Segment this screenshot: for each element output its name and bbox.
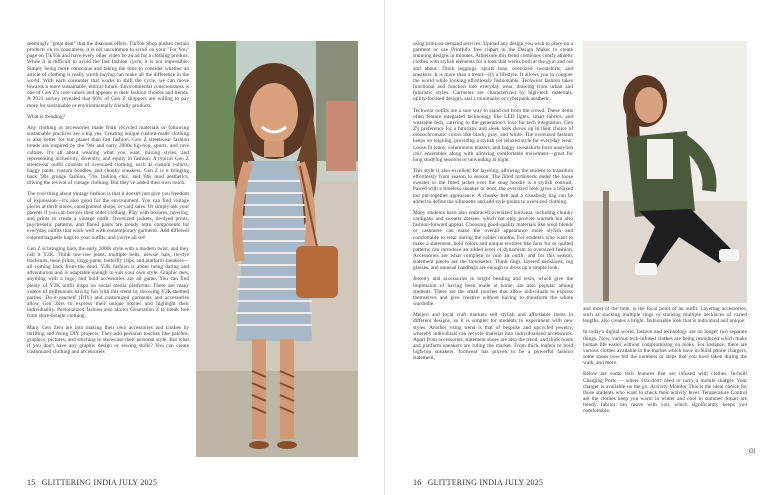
photo-illustration xyxy=(196,41,358,457)
right-page-photo-woman-green-jacket xyxy=(583,41,747,303)
body-paragraph: Any clothing or accessories made from recycled materials or following sustainable practices are a big yes. Creating unique custom-made clothing is also better for our planet than fast fashion. Gen Z streetwear fashion trends are inspired by the '90s and early 2000s hip-hop, sports, and rave culture. It's all about wearing what you want, mixing styles, and representing inclusivity, diversity, and equity in fashion. A typical Gen Z streetwear outfit consists of oversized clothing, such as custom t-shirts, baggy pants, custom hoodies, and chunky sneakers. Gen Z is it bringing back '90s grunge fashion, '70s fashion chic, and '80s mod aesthetics, driving the revival of vintage clothing. But they've added their own touch. xyxy=(27,124,189,187)
body-paragraph: using print-on-demand services. Upload any design you wish to place on a garment or use Printful's free clipart in the Design Maker to create stunning designs in minutes. Athleisure this trend combines comfy athletic clothes with stylish elements for a look that works both at the gym and out and about. Think leggings, sports bras, oversized sweatshirts, and sneakers. It is more than a trend—it's a lifestyle. It allows you to conquer the world while looking effortlessly fashionable. Techwear fashion takes functional and function into everyday wear, drawing from urban and futuristic styles. Garments are characterized by high-tech materials, utility-focused designs, and a minimalist or cyberpunk aesthetic. xyxy=(413,41,573,103)
body-paragraph: and most of the time, is the focal point of an outfit. Layering accessories, such as stacking multiple rings or stacking multiple necklaces of varied lengths, also creates a bright, fashionable look that is individual and unique. xyxy=(583,306,747,325)
right-footer-issue: JULY 2025 xyxy=(504,478,544,487)
right-page xyxy=(384,0,770,495)
right-page-footer xyxy=(413,478,543,487)
right-page-text-column-1 xyxy=(413,41,573,461)
right-page-text-column-2 xyxy=(583,306,747,466)
body-paragraph: seemingly "great deal" that the discount offers. TikTok Shop pushes certain products on its consumers, it is not uncommon to scroll on your "For You" page on TikTok and have every other video be an ad for a clothing product. While it is difficult to avoid the fast fashion cycle, it is not impossible. Simply being more conscious and taking the time to consider whether an article of clothing is really worth buying can make all the difference in the world. With each consumer that works to shift the cycle, we can move towards a more sustainable, ethical future. Environmental consciousness is one of Gen Z's core values and appears in their fashion choices and trends. A 2021 survey revealed that 66% of Gen Z shoppers are willing to pay more for sustainable or environmentally friendly products. xyxy=(27,41,189,109)
right-footer-publication: GLITTERING INDIA xyxy=(427,478,503,487)
left-page-text-column xyxy=(27,41,189,461)
left-footer-issue: JULY 2025 xyxy=(118,478,158,487)
body-paragraph: Meijeri and local craft markets sell stylish and affordable items in different designs, so it is simpler for students to experiment with new styles. Another rising trend is that of bespoke and upcycled jewelry, whereby individuals can recycle material into individualized accessories. Apart from accessories, statement shoes are also the trend, and thick boots and platform sneakers are ruling the market. From thick loafers to bold high-top sneakers, footwear has proven to be a powerful fashion statement, xyxy=(413,312,573,362)
body-paragraph: Jewelry and accessories in bright beading and resin, which give the impression of having been made at home, are also popular among students. These are the small touches that allow individuals to express themselves and give creative without having to transform the whole wardrobe. xyxy=(413,276,573,308)
left-footer-publication: GLITTERING INDIA xyxy=(41,478,117,487)
left-page-footer xyxy=(27,478,157,487)
body-paragraph: Below are some tech features that are infused with clothes. In-built Charging Ports — where you don't need to carry a mobile charger. Your charger is available on the go. Activity Monitor This is the ideal choice for those students who want to check their activity level. Temperature Control are the clothes keep you warm in winter and cool in summer. Smart are trendy fabrics can move with you, which significantly keeps you comfortable. xyxy=(583,371,747,415)
article-byline-mark: GI xyxy=(749,449,756,455)
left-page-number: 15 xyxy=(27,478,36,487)
right-page-number: 16 xyxy=(413,478,422,487)
body-paragraph: Many Gen Zers are into making their own accessories and clothes by thrifting and doing DIY projects. They add personal touches like patches, graphics, pictures, and stitching to showcase their personal style. But what if you don't have any graphic design or sewing skills? You can create customized clothing and accessories xyxy=(27,324,189,356)
body-paragraph: This style is also excellent for layering, allowing the student to transition effortlessly from season to season. The fitted turtleneck under the loose sweater or the fitted jacket over the snug hoodie is a stylish contrast. Paired with a timeless sneaker or boot, the oversized look gives a relaxed but put-together appearance. A chunky belt and a crossbody bag can be added to define the silhouette and add style points to oversized clothing. xyxy=(413,167,573,205)
body-paragraph: In today's digital world, fashion and technology are no longer two separate things. Now, various tech-infused clothes are being introduced which make human life easier without compromising on looks. For instance, there are various clothes available in the market which have in-build phone chargers, some shoes now tell the numbers or steps that you have taken during the walk, and more. xyxy=(583,329,747,367)
body-paragraph: Gen Z is bringing back the early 2000s style with a modern twist, and they call it Y2K. Think low-rise jeans, multiple belts, newsie hats, tie-dye tracksuits, neon prints, cargo pants, butterfly clips, and platform sneakers—all coming back from the dead. Y2K fashion is about being daring and adventurous and is adaptable enough to suit your own style. Graphic tees, anything with a logo, and bold accessories are all game. You can find plenty of Y2K outfit inspo on social media platforms. There are many videos of millennials having fun with this trend by throwing Y2K-themed parties. Do-it-yourself (DIY) and customized garments and accessories allow Gen Zers to express their unique stories and highlight their individuality. Personalized fashion also allows Generation Z to break free from store-bought clothing. xyxy=(27,245,189,320)
body-paragraph: Many students have also embraced oversized knitwear, including chunky cardigans and sweater dresses, which not only provide warmth but also fashion-forward appeal. Choosing good-quality materials like wool blends or cashmere can make the overall appearance more stylish and comfortable to wear during the colder months. For students who want to make a statement, bold colors and unique textures like faux fur or quilted patterns can introduce an added level of dynamism to oversized fashion. Accessories are what complete or ruin an outfit, and for this season, statement pieces are the trendsetter. Think rings, layered necklaces, big glasses, and unusual handbags are enough to dress up a simple look. xyxy=(413,209,573,272)
left-page-photo-woman-striped-dress xyxy=(196,41,358,457)
body-paragraph: The cool thing about vintage fashion is that it doesn't just give you freedom of expression—it's also good for the environment. You can find vintage pieces at thrift stores, consignment shops, or yard sales. Or simply ask your parents if you can borrow their older clothing. Play with textures, layering, and prints to create a vintage outfit. Oversized jackets, tie-dyed prints, psychedelic patterns, and flared pants are trendy retro components for everyday outfits that work well with contemporary garments. Add different colored baguette bags to your outfits, and you're all set! xyxy=(27,191,189,241)
left-page xyxy=(0,0,382,495)
body-paragraph: What is trending? xyxy=(27,113,65,120)
body-paragraph: Techwear outfits are a sure way to stand out from the crowd. These items often feature integrated technology like LED lights, smart fabrics, and wearable tech, catering to the generation's love for tech integration. Gen Z's preference for a futuristic and sleek look shows up in their choice of monochromatic colors like black, gray, and white. The oversized fashion keeps on reigning, providing a stylish yet relaxed style for everyday wear. Loose fit jeans, voluminous blazers, and baggy sweatshirts form unstylish chic ensembles along with allowing comfortable movement—great for long studying sessions or unwinding at night. xyxy=(413,107,573,163)
photo-illustration-2 xyxy=(583,41,747,303)
